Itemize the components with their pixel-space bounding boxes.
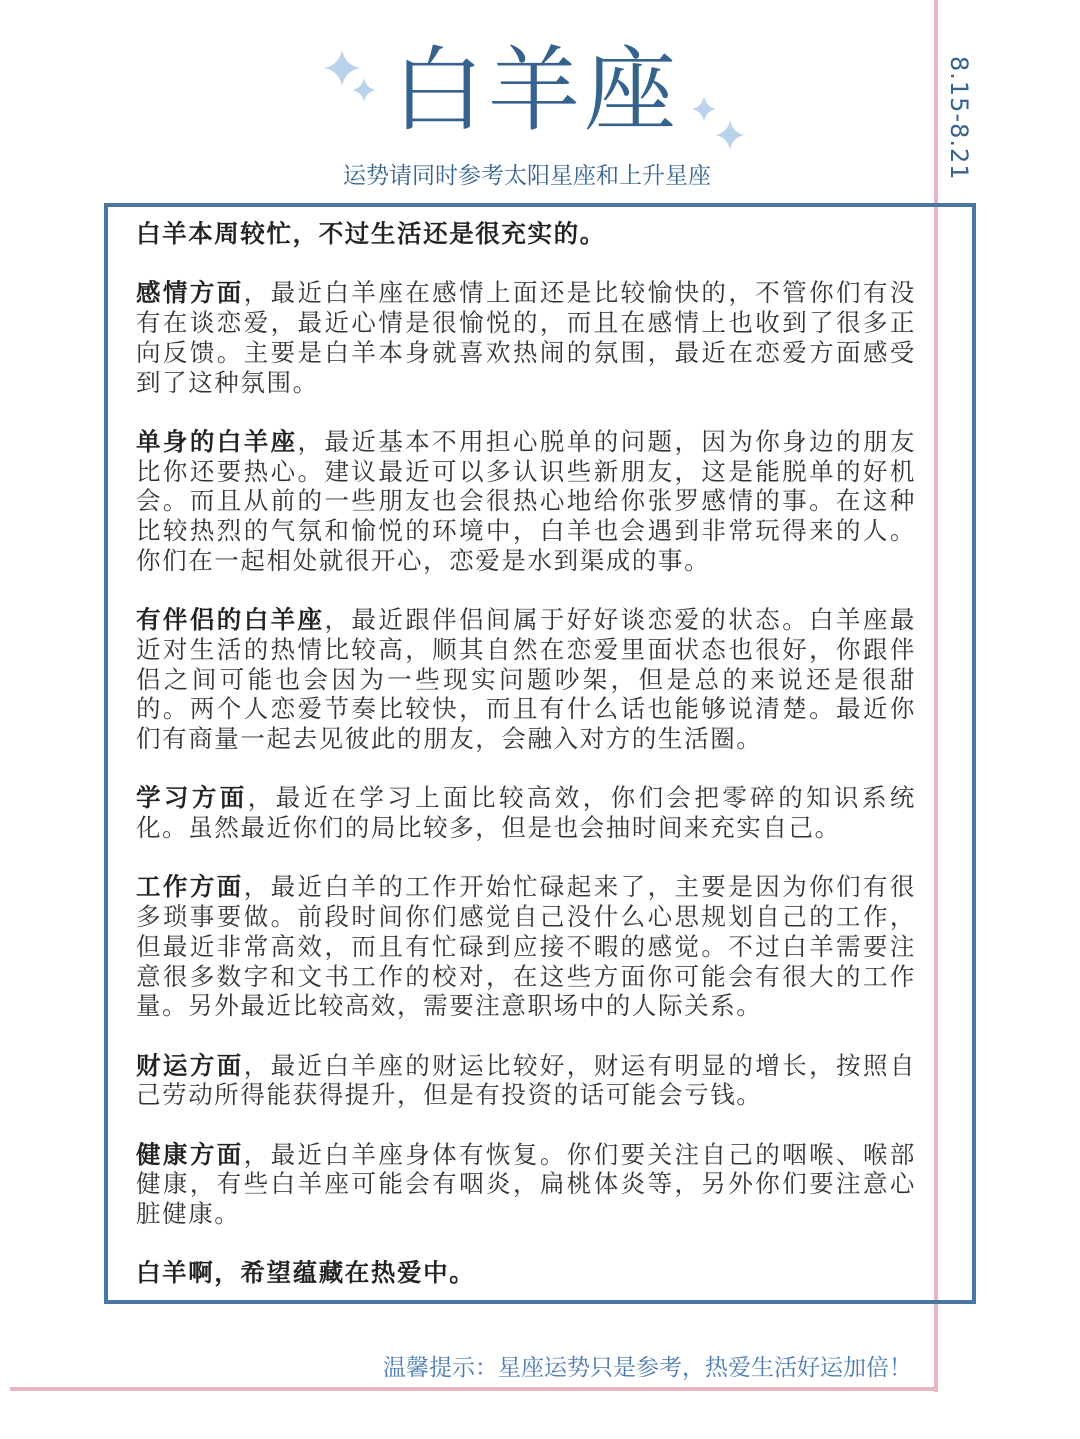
section-love bbox=[136, 278, 916, 397]
section-partnered bbox=[136, 605, 916, 754]
section-heading: 健康方面 bbox=[136, 1139, 244, 1169]
section-body: ，最近基本不用担心脱单的问题，因为你身边的朋友比你还要热心。建议最近可以多认识些新朋友，这是能脱单的好机会。而且从前的一些朋友也会很热心地给你张罗感情的事。在这种比较热烈的气氛和愉悦的环境中，白羊也会遇到非常玩得来的人。你们在一起相处就很开心，恋爱是水到渠成的事。 bbox=[136, 426, 916, 575]
section-body: ，最近白羊座在感情上面还是比较愉快的，不管你们有没有在谈恋爱，最近心情是很愉悦的，而且在感情上也收到了很多正向反馈。主要是白羊本身就喜欢热闹的氛围，最近在恋爱方面感受到了这种氛围。 bbox=[136, 278, 916, 397]
intro-text: 白羊本周较忙，不过生活还是很充实的。 bbox=[136, 219, 606, 248]
section-body: ，最近在学习上面比较高效，你们会把零碎的知识系统化。虽然最近你们的局比较多，但是也会抽时间来充实自己。 bbox=[136, 783, 916, 842]
horoscope-text bbox=[136, 219, 916, 1318]
section-heading: 单身的白羊座 bbox=[136, 426, 298, 456]
section-study bbox=[136, 783, 916, 842]
section-single bbox=[136, 427, 916, 576]
date-range: 8.15-8.21 bbox=[945, 56, 973, 181]
section-heading: 有伴侣的白羊座 bbox=[136, 605, 325, 635]
footer-tip: 温馨提示：星座运势只是参考，热爱生活好运加倍！ bbox=[383, 1355, 912, 1381]
section-body: ，最近白羊座的财运比较好，财运有明显的增长，按照自己劳动所得能获得提升，但是有投资的话可能会亏钱。 bbox=[136, 1050, 916, 1110]
section-heading: 工作方面 bbox=[136, 872, 244, 902]
section-heading: 感情方面 bbox=[136, 278, 244, 308]
section-heading: 学习方面 bbox=[136, 783, 248, 813]
section-wealth bbox=[136, 1051, 916, 1110]
section-body: ，最近白羊座身体有恢复。你们要关注自己的咽喉、喉部健康，有些白羊座可能会有咽炎，扁桃体炎等，另外你们要注意心脏健康。 bbox=[136, 1139, 916, 1229]
outro-text: 白羊啊，希望蕴藏在热爱中。 bbox=[136, 1258, 476, 1288]
section-body: ，最近白羊的工作开始忙碌起来了，主要是因为你们有很多琐事要做。前段时间你们感觉自己没什么心思规划自己的工作，但最近非常高效，而且有忙碌到应接不暇的感觉。不过白羊需要注意很多数字和文书工作的校对，在这些方面你可能会有很大的工作量。另外最近比较高效，需要注意职场中的人际关系。 bbox=[136, 872, 916, 1021]
section-work bbox=[136, 872, 916, 1021]
page-subtitle: 运势请同时参考太阳星座和上升星座 bbox=[343, 163, 711, 189]
section-health bbox=[136, 1140, 916, 1229]
pink-horizontal-line bbox=[10, 1387, 938, 1391]
page-title: 白羊座 bbox=[391, 37, 680, 144]
section-heading: 财运方面 bbox=[136, 1050, 244, 1080]
section-body: ，最近跟伴侣间属于好好谈恋爱的状态。白羊座最近对生活的热情比较高，顺其自然在恋爱里面状态也很好，你跟伴侣之间可能也会因为一些现实问题吵架，但是总的来说还是很甜的。两个人恋爱节奏比较快，而且有什么话也能够说清楚。最近你们有商量一起去见彼此的朋友，会融入对方的生活圈。 bbox=[136, 605, 917, 753]
